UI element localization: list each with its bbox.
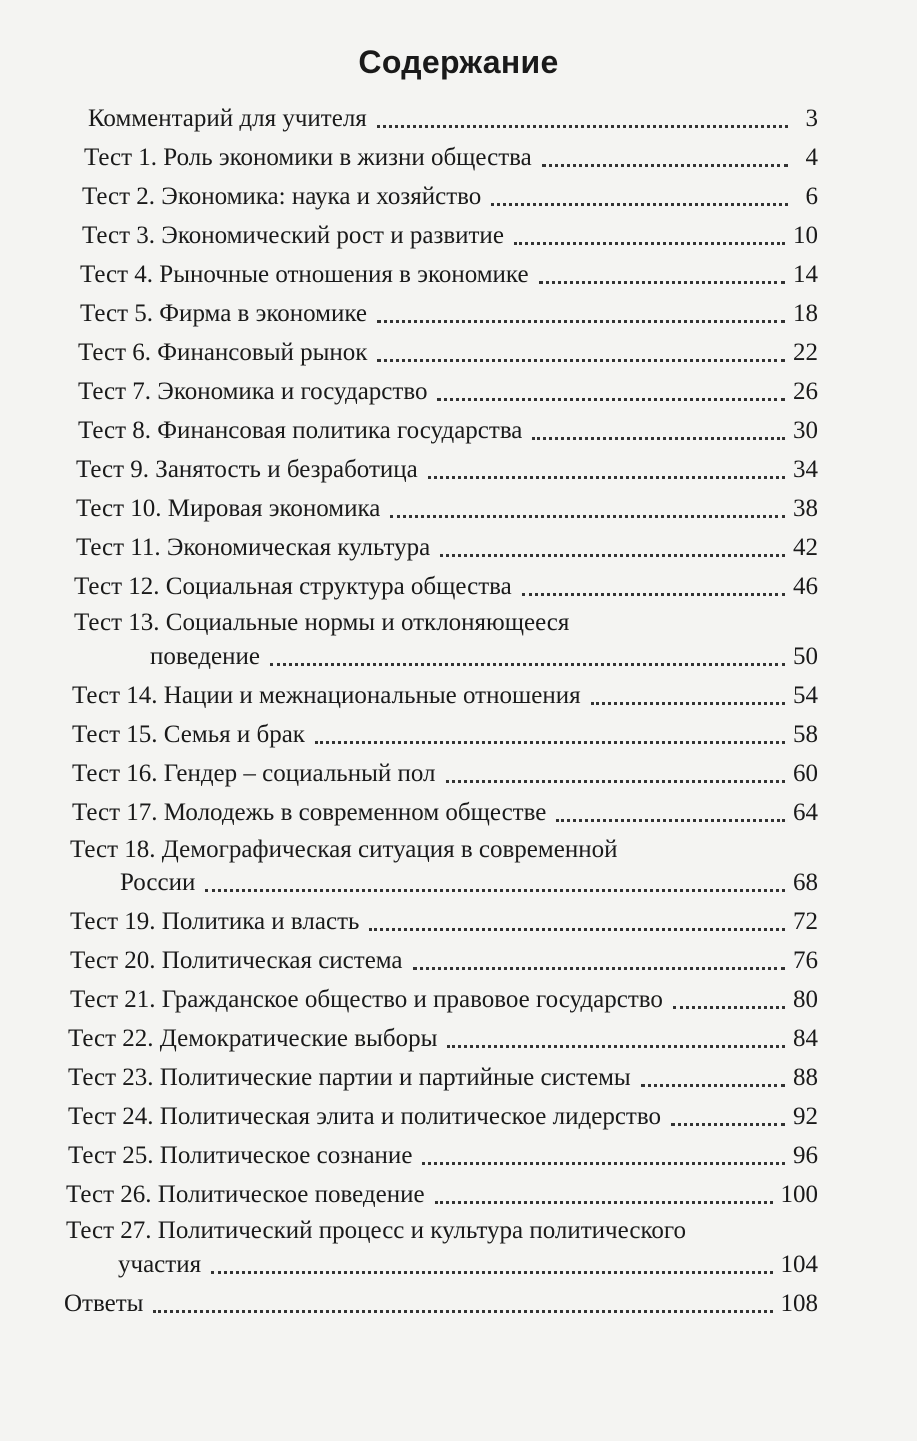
dot-leader	[532, 437, 785, 440]
dot-leader	[153, 1310, 772, 1313]
toc-entry-title: Тест 22. Демократические выборы	[68, 1025, 438, 1052]
toc-page-number: 80	[793, 986, 818, 1013]
toc-entry[interactable]	[82, 221, 818, 251]
toc-page-number: 14	[793, 261, 818, 288]
toc-entry[interactable]	[78, 416, 818, 446]
page-title: Содержание	[358, 44, 559, 80]
dot-leader	[315, 741, 785, 744]
dot-leader	[446, 780, 785, 783]
toc-entry[interactable]	[70, 985, 818, 1015]
toc-entry-title: Тест 20. Политическая система	[70, 947, 403, 974]
toc-entry-title: Тест 23. Политические партии и партийные системы	[68, 1064, 631, 1091]
toc-entry-title: Тест 3. Экономический рост и развитие	[82, 222, 504, 249]
toc-entry[interactable]	[68, 1141, 818, 1171]
toc-page-number: 26	[793, 378, 818, 405]
toc-entry-title: Тест 12. Социальная структура общества	[74, 573, 512, 600]
toc-entry-first-line: Тест 18. Демографическая ситуация в современной	[70, 836, 618, 863]
toc-entry-title: Тест 4. Рыночные отношения в экономике	[80, 261, 529, 288]
toc-entry[interactable]	[70, 907, 818, 937]
dot-leader	[440, 554, 785, 557]
toc-entry-title: Ответы	[64, 1290, 144, 1317]
toc-entry-title: Тест 11. Экономическая культура	[76, 534, 431, 561]
dot-leader	[205, 889, 785, 892]
dot-leader	[522, 593, 785, 596]
toc-page-number: 60	[793, 760, 818, 787]
toc-entry[interactable]	[72, 798, 818, 828]
toc-entry-title: Тест 15. Семья и брак	[72, 721, 305, 748]
toc-page-number: 34	[793, 456, 818, 483]
toc-entry[interactable]	[74, 572, 818, 602]
toc-page-number: 104	[780, 1251, 818, 1278]
toc-entry[interactable]	[66, 1180, 818, 1210]
toc-page-number: 88	[793, 1064, 818, 1091]
dot-leader	[435, 1201, 773, 1204]
toc-entry-title: Тест 24. Политическая элита и политическое лидерство	[68, 1103, 661, 1130]
toc-page-number: 18	[793, 300, 818, 327]
dot-leader	[539, 281, 785, 284]
dot-leader	[377, 359, 785, 362]
dot-leader	[437, 398, 785, 401]
toc-page-number: 4	[805, 144, 818, 171]
toc-page-number: 58	[793, 721, 818, 748]
toc-entry[interactable]	[88, 104, 818, 134]
toc-entry[interactable]	[78, 377, 818, 407]
toc-entry-title: России	[120, 869, 196, 896]
dot-leader	[671, 1123, 785, 1126]
toc-entry[interactable]	[72, 759, 818, 789]
toc-entry-title: Тест 8. Финансовая политика государства	[78, 417, 523, 444]
toc-entry-title: Тест 1. Роль экономики в жизни общества	[84, 144, 532, 171]
toc-page-number: 100	[780, 1181, 818, 1208]
toc-page-number: 54	[793, 682, 818, 709]
toc-page-number: 108	[780, 1290, 818, 1317]
dot-leader	[641, 1084, 785, 1087]
dot-leader	[369, 928, 785, 931]
toc-entry[interactable]	[80, 260, 818, 290]
toc-entry[interactable]	[118, 1250, 818, 1280]
toc-page-number: 10	[793, 222, 818, 249]
toc-page-number: 64	[793, 799, 818, 826]
toc-entry-first-line: Тест 13. Социальные нормы и отклоняющееся	[74, 609, 570, 636]
toc-page-number: 3	[805, 105, 818, 132]
toc-page-number: 68	[793, 869, 818, 896]
toc-page-number: 42	[793, 534, 818, 561]
toc-entry-title: участия	[118, 1251, 202, 1278]
dot-leader	[270, 663, 785, 666]
toc-entry[interactable]	[68, 1063, 818, 1093]
dot-leader	[542, 164, 788, 167]
toc-entry-title: Тест 9. Занятость и безработица	[76, 456, 418, 483]
toc-entry-title: Тест 7. Экономика и государство	[78, 378, 428, 405]
toc-entry[interactable]	[120, 868, 818, 898]
toc-entry[interactable]	[68, 1024, 818, 1054]
toc-page-number: 46	[793, 573, 818, 600]
dot-leader	[377, 320, 785, 323]
dot-leader	[428, 476, 785, 479]
dot-leader	[491, 203, 788, 206]
toc-entry[interactable]	[82, 182, 818, 212]
toc-entry[interactable]	[76, 533, 818, 563]
toc-entry[interactable]	[68, 1102, 818, 1132]
toc-entry-title: Тест 16. Гендер – социальный пол	[72, 760, 436, 787]
dot-leader	[447, 1045, 785, 1048]
toc-page-number: 30	[793, 417, 818, 444]
dot-leader	[673, 1006, 785, 1009]
toc-entry[interactable]	[76, 494, 818, 524]
toc-entry-title: Тест 26. Политическое поведение	[66, 1181, 425, 1208]
toc-entry[interactable]	[70, 946, 818, 976]
toc-page-number: 38	[793, 495, 818, 522]
dot-leader	[211, 1271, 772, 1274]
toc-entry-title: Тест 25. Политическое сознание	[68, 1142, 413, 1169]
toc-page-number: 92	[793, 1103, 818, 1130]
toc-entry[interactable]	[84, 143, 818, 173]
dot-leader	[390, 515, 785, 518]
toc-page-number: 72	[793, 908, 818, 935]
toc-page-number: 76	[793, 947, 818, 974]
dot-leader	[422, 1162, 785, 1165]
toc-entry-title: Тест 14. Нации и межнациональные отношения	[72, 682, 581, 709]
dot-leader	[377, 125, 788, 128]
toc-entry[interactable]	[78, 338, 818, 368]
toc-page-number: 96	[793, 1142, 818, 1169]
dot-leader	[514, 242, 785, 245]
toc-entry-title: Тест 2. Экономика: наука и хозяйство	[82, 183, 482, 210]
dot-leader	[556, 819, 785, 822]
toc-page-number: 84	[793, 1025, 818, 1052]
toc-page-number: 50	[793, 643, 818, 670]
toc-entry-title: Тест 6. Финансовый рынок	[78, 339, 368, 366]
toc-entry[interactable]	[150, 642, 818, 672]
dot-leader	[413, 967, 785, 970]
toc-entry-title: поведение	[150, 643, 260, 670]
toc-entry[interactable]	[64, 1289, 818, 1319]
toc-page-number: 6	[805, 183, 818, 210]
toc-entry[interactable]	[76, 455, 818, 485]
dot-leader	[591, 702, 785, 705]
toc-entry-title: Тест 17. Молодежь в современном обществе	[72, 799, 547, 826]
toc-entry-first-line: Тест 27. Политический процесс и культура политического	[66, 1217, 686, 1244]
toc-entry[interactable]	[72, 720, 818, 750]
toc-entry-title: Тест 19. Политика и власть	[70, 908, 360, 935]
toc-entry-title: Тест 10. Мировая экономика	[76, 495, 381, 522]
toc-entry-title: Тест 5. Фирма в экономике	[80, 300, 367, 327]
toc-page-number: 22	[793, 339, 818, 366]
toc-entry-title: Комментарий для учителя	[88, 105, 367, 132]
toc-entry-title: Тест 21. Гражданское общество и правовое государство	[70, 986, 663, 1013]
toc-entry[interactable]	[72, 681, 818, 711]
toc-entry[interactable]	[80, 299, 818, 329]
